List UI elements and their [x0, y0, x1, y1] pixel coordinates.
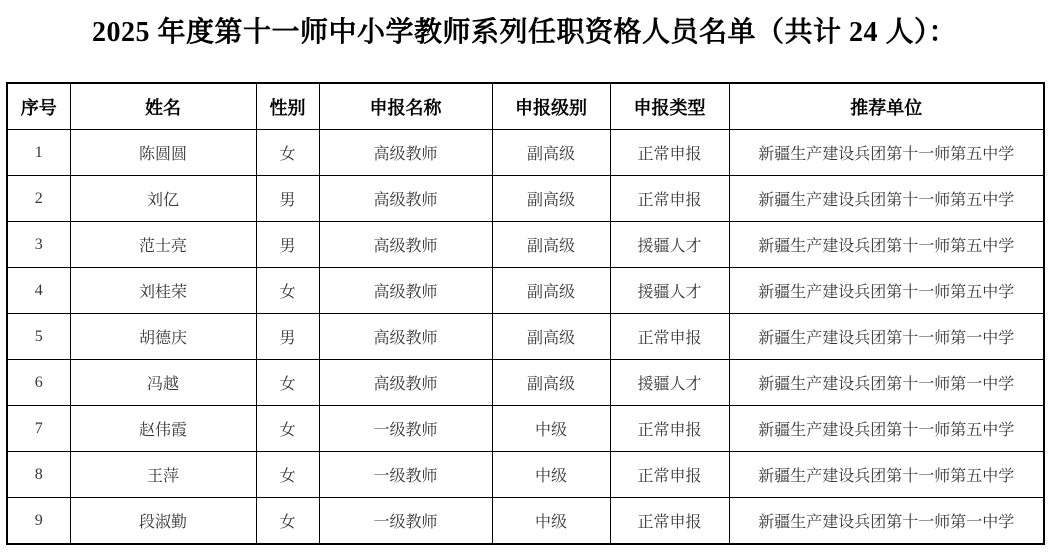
table-row — [7, 130, 1044, 176]
cell-name: 赵伟霞 — [70, 406, 256, 452]
cell-application-title: 高级教师 — [319, 268, 492, 314]
cell-index: 8 — [7, 452, 70, 498]
cell-recommending-unit: 新疆生产建设兵团第十一师第五中学 — [729, 176, 1044, 222]
cell-application-title: 高级教师 — [319, 360, 492, 406]
cell-application-level: 副高级 — [492, 268, 610, 314]
cell-application-type: 正常申报 — [610, 130, 729, 176]
cell-index: 2 — [7, 176, 70, 222]
table-row — [7, 498, 1044, 545]
cell-gender: 女 — [256, 498, 319, 545]
cell-application-type: 援疆人才 — [610, 360, 729, 406]
cell-application-level: 副高级 — [492, 222, 610, 268]
table-header-row — [7, 83, 1044, 130]
table-row — [7, 314, 1044, 360]
cell-application-type: 援疆人才 — [610, 222, 729, 268]
cell-application-level: 中级 — [492, 406, 610, 452]
cell-recommending-unit: 新疆生产建设兵团第十一师第一中学 — [729, 498, 1044, 545]
cell-gender: 男 — [256, 314, 319, 360]
column-header-name: 姓名 — [70, 83, 256, 130]
column-header-application-title: 申报名称 — [319, 83, 492, 130]
cell-index: 9 — [7, 498, 70, 545]
table-row — [7, 222, 1044, 268]
cell-application-type: 正常申报 — [610, 314, 729, 360]
teacher-qualification-table — [6, 82, 1045, 545]
cell-recommending-unit: 新疆生产建设兵团第十一师第五中学 — [729, 130, 1044, 176]
table-row — [7, 452, 1044, 498]
cell-application-level: 副高级 — [492, 314, 610, 360]
cell-application-title: 一级教师 — [319, 406, 492, 452]
cell-application-title: 高级教师 — [319, 222, 492, 268]
cell-application-level: 副高级 — [492, 176, 610, 222]
cell-application-title: 高级教师 — [319, 314, 492, 360]
cell-application-level: 副高级 — [492, 130, 610, 176]
cell-recommending-unit: 新疆生产建设兵团第十一师第一中学 — [729, 314, 1044, 360]
cell-name: 陈圆圆 — [70, 130, 256, 176]
cell-name: 胡德庆 — [70, 314, 256, 360]
cell-name: 段淑勤 — [70, 498, 256, 545]
cell-application-title: 一级教师 — [319, 498, 492, 545]
table-row — [7, 406, 1044, 452]
cell-gender: 女 — [256, 130, 319, 176]
cell-application-level: 副高级 — [492, 360, 610, 406]
cell-recommending-unit: 新疆生产建设兵团第十一师第五中学 — [729, 406, 1044, 452]
cell-recommending-unit: 新疆生产建设兵团第十一师第五中学 — [729, 452, 1044, 498]
cell-recommending-unit: 新疆生产建设兵团第十一师第五中学 — [729, 268, 1044, 314]
cell-application-type: 援疆人才 — [610, 268, 729, 314]
cell-name: 刘亿 — [70, 176, 256, 222]
cell-name: 王萍 — [70, 452, 256, 498]
cell-application-type: 正常申报 — [610, 498, 729, 545]
cell-name: 刘桂荣 — [70, 268, 256, 314]
table-row — [7, 360, 1044, 406]
cell-index: 5 — [7, 314, 70, 360]
cell-application-type: 正常申报 — [610, 452, 729, 498]
cell-name: 冯越 — [70, 360, 256, 406]
cell-index: 4 — [7, 268, 70, 314]
cell-recommending-unit: 新疆生产建设兵团第十一师第一中学 — [729, 360, 1044, 406]
table-row — [7, 176, 1044, 222]
cell-application-title: 高级教师 — [319, 130, 492, 176]
table-row — [7, 268, 1044, 314]
cell-index: 7 — [7, 406, 70, 452]
cell-application-type: 正常申报 — [610, 176, 729, 222]
column-header-application-level: 申报级别 — [492, 83, 610, 130]
cell-application-title: 高级教师 — [319, 176, 492, 222]
cell-application-level: 中级 — [492, 452, 610, 498]
column-header-application-type: 申报类型 — [610, 83, 729, 130]
cell-application-title: 一级教师 — [319, 452, 492, 498]
cell-recommending-unit: 新疆生产建设兵团第十一师第五中学 — [729, 222, 1044, 268]
cell-index: 6 — [7, 360, 70, 406]
cell-gender: 女 — [256, 452, 319, 498]
cell-application-level: 中级 — [492, 498, 610, 545]
column-header-recommending-unit: 推荐单位 — [729, 83, 1044, 130]
column-header-gender: 性别 — [256, 83, 319, 130]
cell-index: 1 — [7, 130, 70, 176]
cell-gender: 女 — [256, 360, 319, 406]
cell-application-type: 正常申报 — [610, 406, 729, 452]
cell-gender: 女 — [256, 406, 319, 452]
column-header-index: 序号 — [7, 83, 70, 130]
cell-name: 范士亮 — [70, 222, 256, 268]
cell-gender: 女 — [256, 268, 319, 314]
cell-gender: 男 — [256, 176, 319, 222]
cell-gender: 男 — [256, 222, 319, 268]
page-title: 2025 年度第十一师中小学教师系列任职资格人员名单（共计 24 人）： — [91, 17, 957, 48]
cell-index: 3 — [7, 222, 70, 268]
